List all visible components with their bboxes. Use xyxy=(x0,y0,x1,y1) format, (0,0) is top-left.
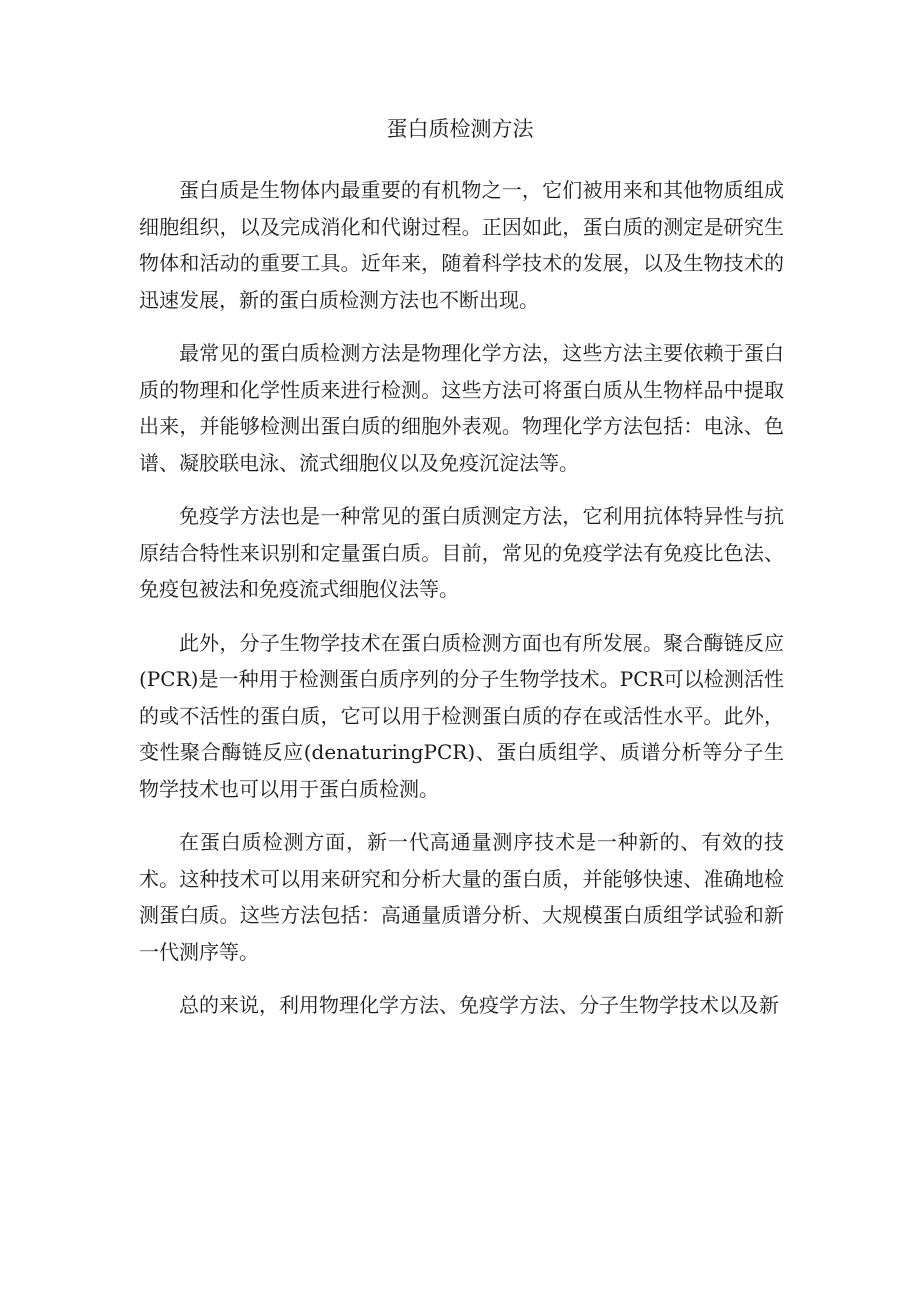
document-body xyxy=(139,172,784,1041)
paragraph-immunology: 免疫学方法也是一种常见的蛋白质测定方法，它利用抗体特异性与抗原结合特性来识别和定量蛋白质。目前，常见的免疫学法有免疫比色法、免疫包被法和免疫流式细胞仪法等。 xyxy=(139,504,784,601)
document-title: 蛋白质检测方法 xyxy=(386,117,534,141)
paragraph-physicochemical: 最常见的蛋白质检测方法是物理化学方法，这些方法主要依赖于蛋白质的物理和化学性质来进行检测。这些方法可将蛋白质从生物样品中提取出来，并能够检测出蛋白质的细胞外表观。物理化学方法包括：电泳、色谱、凝胶联电泳、流式细胞仪以及免疫沉淀法等。 xyxy=(139,341,784,475)
paragraph-sequencing: 在蛋白质检测方面，新一代高通量测序技术是一种新的、有效的技术。这种技术可以用来研究和分析大量的蛋白质，并能够快速、准确地检测蛋白质。这些方法包括：高通量质谱分析、大规模蛋白质组学试验和新一代测序等。 xyxy=(139,830,784,964)
paragraph-intro: 蛋白质是生物体内最重要的有机物之一，它们被用来和其他物质组成细胞组织，以及完成消化和代谢过程。正因如此，蛋白质的测定是研究生物体和活动的重要工具。近年来，随着科学技术的发展，以及生物技术的迅速发展，新的蛋白质检测方法也不断出现。 xyxy=(139,178,784,312)
paragraph-summary: 总的来说，利用物理化学方法、免疫学方法、分子生物学技术以及新 xyxy=(179,993,779,1017)
paragraph-molecular-biology: 此外，分子生物学技术在蛋白质检测方面也有所发展。聚合酶链反应(PCR)是一种用于检测蛋白质序列的分子生物学技术。PCR可以检测活性的或不活性的蛋白质，它可以用于检测蛋白质的存在或活性水平。此外，变性聚合酶链反应(denaturingPCR)、蛋白质组学、质谱分析等分子生物学技术也可以用于蛋白质检测。 xyxy=(139,630,784,801)
